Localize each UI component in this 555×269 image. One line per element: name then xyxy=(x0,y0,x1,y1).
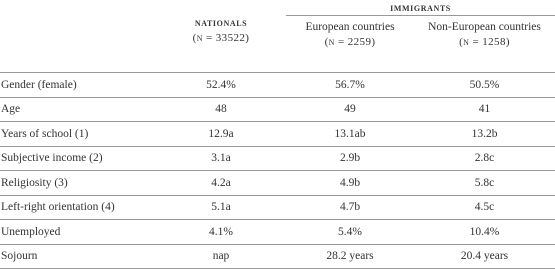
nationals-cell: 12.9a xyxy=(156,122,286,147)
row-label: Years of school (1) xyxy=(0,122,156,147)
table-header xyxy=(0,0,555,73)
row-label: Religiosity (3) xyxy=(0,171,156,196)
nationals-cell: nap xyxy=(156,244,286,269)
nationals-cell: 4.1% xyxy=(156,220,286,245)
table-row xyxy=(0,97,555,122)
european-sample-size: (n = 2259) xyxy=(324,36,376,48)
non-european-cell: 41 xyxy=(414,97,555,122)
non-european-sample-size: (n = 1258) xyxy=(459,36,510,48)
non-european-cell: 50.5% xyxy=(414,73,555,98)
row-label: Unemployed xyxy=(0,220,156,245)
nationals-cell: 5.1a xyxy=(156,195,286,220)
row-label: Left-right orientation (4) xyxy=(0,195,156,220)
non-european-cell: 2.8c xyxy=(414,146,555,171)
european-cell: 4.7b xyxy=(286,195,414,220)
non-european-cell: 13.2b xyxy=(414,122,555,147)
nationals-cell: 3.1a xyxy=(156,146,286,171)
non-european-cell: 5.8c xyxy=(414,171,555,196)
european-cell: 49 xyxy=(286,97,414,122)
nationals-cell: 48 xyxy=(156,97,286,122)
row-label: Subjective income (2) xyxy=(0,146,156,171)
table-row xyxy=(0,171,555,196)
non-european-cell: 4.5c xyxy=(414,195,555,220)
european-cell: 4.9b xyxy=(286,171,414,196)
european-cell: 28.2 years xyxy=(286,244,414,269)
european-cell: 56.7% xyxy=(286,73,414,98)
table-body xyxy=(0,73,555,269)
nationals-cell: 52.4% xyxy=(156,73,286,98)
table-row xyxy=(0,220,555,245)
table-row xyxy=(0,195,555,220)
nationals-sample-size: (n = 33522) xyxy=(192,31,250,44)
row-label: Age xyxy=(0,97,156,122)
european-cell: 5.4% xyxy=(286,220,414,245)
nationals-header: nationals (n = 33522) xyxy=(156,16,286,73)
immigrants-header: immigrants xyxy=(286,0,555,16)
row-label: Gender (female) xyxy=(0,73,156,98)
table-row xyxy=(0,244,555,269)
european-cell: 2.9b xyxy=(286,146,414,171)
table-row xyxy=(0,73,555,98)
nationals-cell: 4.2a xyxy=(156,171,286,196)
non-european-cell: 20.4 years xyxy=(414,244,555,269)
european-cell: 13.1ab xyxy=(286,122,414,147)
european-header: European countries (n = 2259) xyxy=(286,16,414,73)
non-european-header: Non-European countries (n = 1258) xyxy=(414,16,555,73)
row-label: Sojourn xyxy=(0,244,156,269)
non-european-cell: 10.4% xyxy=(414,220,555,245)
table-row xyxy=(0,122,555,147)
table-row xyxy=(0,146,555,171)
